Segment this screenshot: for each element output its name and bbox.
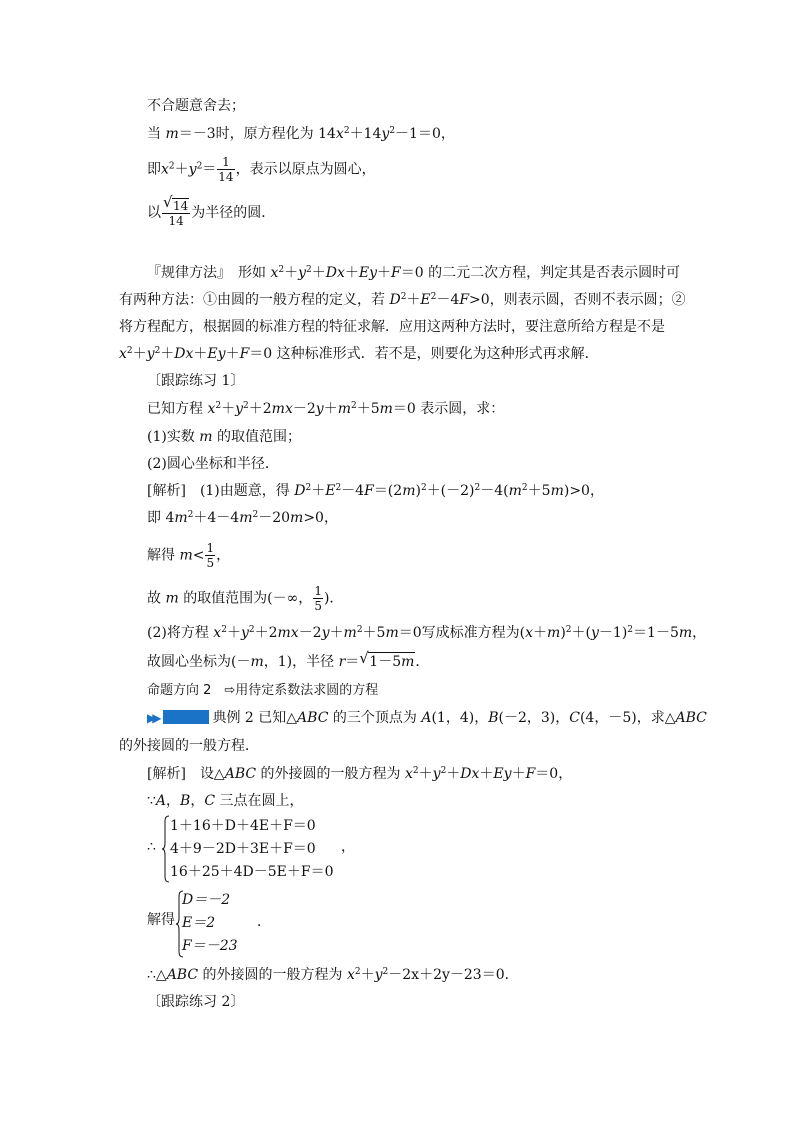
text: ＋4－4	[193, 510, 240, 526]
solution-system	[176, 890, 266, 960]
text: 时，原方程化为 14	[215, 126, 336, 142]
text: 命题方向 2 ⇨用待定系数法求圆的方程	[147, 683, 379, 698]
text: ，表示以原点为圆心，	[235, 161, 376, 178]
text: >0，	[303, 510, 338, 526]
punctuation	[257, 913, 271, 931]
text-line: 解得 m< $\frac{1}{5}$ ，	[147, 541, 231, 570]
text: 以	[147, 205, 161, 221]
fraction: $\frac{1}{5}$	[206, 541, 215, 570]
text: 『规律方法』 形如	[147, 265, 266, 281]
text: 解得	[147, 547, 175, 564]
text: ＋14	[349, 126, 382, 142]
text: ∴	[147, 839, 156, 855]
text-line: $x^2+y^2+Dx+Ey+F=0$ 这种标准形式．若不是，则要化为这种形式再求解．	[119, 346, 599, 362]
text: (2)将方程	[147, 625, 209, 641]
solution-row: F＝－23	[182, 938, 238, 954]
equation-row: 16＋25＋4D－5E＋F＝0	[170, 864, 334, 880]
text: 的取值范围为(－∞，	[183, 590, 313, 607]
text: 即	[147, 161, 161, 178]
text: 〔跟踪练习 2〕	[147, 994, 245, 1010]
example-badge	[163, 710, 209, 724]
text-line: (1)实数 m 的取值范围；	[147, 429, 302, 445]
text-line	[147, 97, 245, 115]
text: 典例 2 已知△	[212, 710, 298, 726]
text-line	[119, 318, 665, 336]
text: ＝0 的二元二次方程，判定其是否表示圆时可	[400, 265, 681, 281]
text-line: 当 m＝－3时，原方程化为 $14x^2+14y^2-1=0$，	[147, 126, 455, 142]
text: 不合题意舍去；	[147, 98, 245, 114]
text: ．	[257, 914, 271, 930]
section-heading	[147, 372, 244, 390]
text: 为半径的圆．	[191, 205, 276, 221]
text: (1)实数	[147, 429, 195, 445]
equation-row: 1＋16＋D＋4E＋F＝0	[170, 818, 316, 834]
text: 的外接圆的一般方程为	[202, 967, 343, 983]
text-line: 即$x^2+y^2=$ $\frac{1}{14}$ ，表示以原点为圆心，	[147, 155, 376, 184]
text: 的外接圆的一般方程．	[119, 738, 259, 754]
text-line: ∴△ABC 的外接圆的一般方程为 $x^2+y^2-2x+2y-23=0$．	[147, 967, 519, 983]
text: ，求△	[636, 710, 676, 726]
equation-system	[162, 815, 362, 885]
text: 将方程配方，根据圆的标准方程的特征求解．应用这两种方法时，要注意所给方程是不是	[119, 319, 665, 335]
left-brace-icon	[162, 815, 170, 883]
text-line	[119, 737, 259, 755]
text: 当	[147, 126, 161, 142]
text-line: ∵A，B，C 三点在圆上，	[147, 793, 304, 809]
text: ∵	[147, 793, 156, 809]
text: ＝0 表示圆，求：	[392, 401, 505, 417]
text: 有两种方法：①由圆的一般方程的定义，若	[119, 292, 385, 308]
text-line	[147, 193, 276, 228]
text: >0，则表示圆，否则不表示圆；②	[469, 292, 686, 308]
text: 故圆心坐标为(－	[147, 654, 251, 670]
text: 解得	[147, 912, 175, 928]
text-line	[147, 455, 279, 473]
therefore-symbol	[147, 838, 156, 856]
solution-tag: [解析]	[147, 483, 186, 499]
text-line	[147, 911, 175, 929]
example-line: ▶▶ 典例 2 已知△ABC 的三个顶点为 A(1，4)，B(－2，3)，C(4，－5)，求△ABC	[147, 710, 707, 726]
equation-row: 4＋9－2D＋3E＋F＝0	[170, 841, 316, 857]
solution-row: E＝2	[182, 915, 216, 931]
text: 的取值范围；	[217, 429, 302, 445]
text: (2)圆心坐标和半径．	[147, 456, 279, 472]
text: ＝0 这种标准形式．若不是，则要化为这种形式再求解．	[249, 346, 599, 362]
text: >0，	[569, 483, 604, 499]
text-line: 有两种方法：①由圆的一般方程的定义，若 $D^2+E^2-4F>0$，则表示圆，否则不表示圆；②	[119, 292, 686, 308]
text: ∴△	[147, 967, 167, 983]
fraction: $\frac{1}{14}$	[218, 155, 234, 184]
text: －1＝0，	[395, 126, 455, 142]
text: 〔跟踪练习 1〕	[147, 373, 245, 389]
text: －20	[258, 510, 291, 526]
text: (1)由题意，得	[199, 483, 290, 499]
text-line: 『规律方法』 形如 $x^2+y^2+Dx+Ey+F=0$ 的二元二次方程，判定其是否表示圆时可	[147, 265, 681, 281]
fraction: $\frac{1}{5}$	[314, 584, 322, 613]
text-line: 即 $4m^2+4-4m^2-20m>0$，	[147, 510, 338, 526]
text-line: 故圆心坐标为(－m，1)，半径 r＝ √ 1－5m．	[147, 649, 430, 670]
fraction: √ 14 14	[163, 193, 189, 228]
text: 写成标准方程为	[421, 625, 520, 641]
text: )．	[323, 590, 344, 607]
text: ，	[341, 839, 355, 855]
text: 的三个顶点为	[332, 710, 417, 726]
solution-row: D＝－2	[182, 892, 231, 908]
text: 故	[147, 590, 161, 607]
punctuation	[341, 838, 355, 856]
text: －2x＋2y－23＝0．	[388, 967, 519, 983]
text: 的外接圆的一般方程为	[260, 766, 401, 782]
text: ，1)，半径	[263, 654, 335, 670]
section-heading	[147, 993, 244, 1011]
text: 设△	[199, 766, 225, 782]
solution-tag: [解析]	[147, 766, 186, 782]
sqrt: √ 1－5m	[359, 649, 415, 670]
text-line: 已知方程 $x^2+y^2+2mx-2y+m^2+5m=0$ 表示圆，求：	[147, 401, 505, 417]
text-line: 故 m 的取值范围为(－∞， $\frac{1}{5}$ )．	[147, 584, 344, 613]
text-line: [解析] (1)由题意，得 $D^2+E^2-4F=(2m)^2+(-2)^2-4(m^2+5m)>0$，	[147, 483, 604, 499]
double-arrow-icon: ▶▶	[147, 711, 158, 725]
section-heading	[147, 681, 378, 700]
text: 已知方程	[147, 401, 203, 417]
text-line: [解析] 设△ABC 的外接圆的一般方程为 $x^2+y^2+Dx+Ey+F=0$，	[147, 766, 573, 782]
text-line: (2)将方程 $x^2+y^2+2mx-2y+m^2+5m=0$写成标准方程为$(x+m)^2+(y-1)^2=1-5m$，	[147, 625, 707, 641]
text: 三点在圆上，	[219, 793, 304, 809]
text: 即 4	[147, 510, 175, 526]
